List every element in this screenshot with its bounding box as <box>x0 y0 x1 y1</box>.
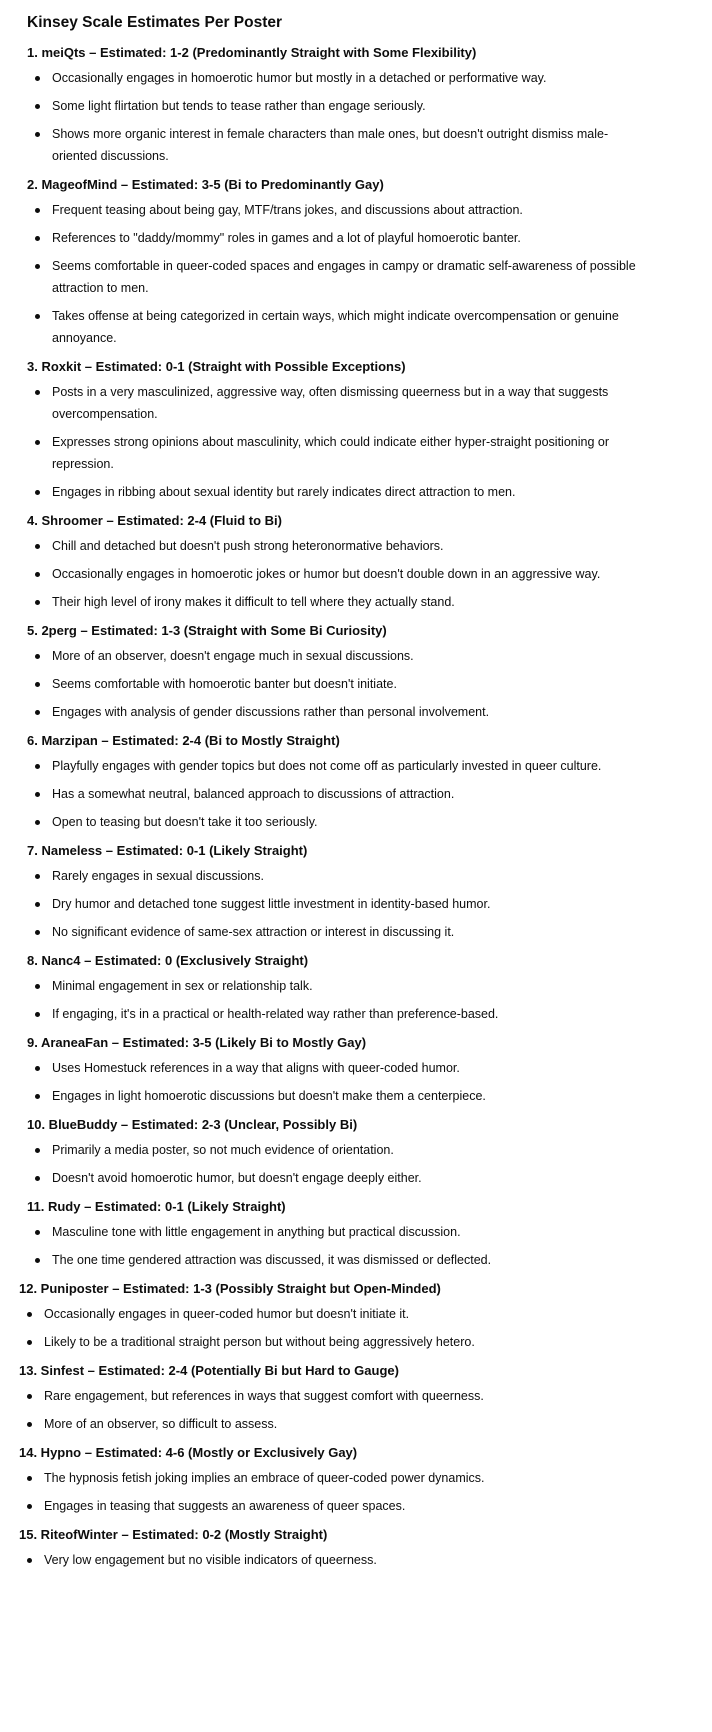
bullet-list <box>27 1221 692 1271</box>
poster-section <box>27 358 692 503</box>
bullet-item: Uses Homestuck references in a way that aligns with queer-coded humor. <box>27 1057 642 1079</box>
bullet-item: Has a somewhat neutral, balanced approach to discussions of attraction. <box>27 783 642 805</box>
bullet-item: Primarily a media poster, so not much evidence of orientation. <box>27 1139 642 1161</box>
section-heading: 8. Nanc4 – Estimated: 0 (Exclusively Straight) <box>27 953 309 968</box>
bullet-list <box>27 1303 692 1353</box>
section-heading: 9. AraneaFan – Estimated: 3-5 (Likely Bi to Mostly Gay) <box>27 1035 367 1050</box>
bullet-list <box>27 199 692 349</box>
section-heading: 4. Shroomer – Estimated: 2-4 (Fluid to Bi) <box>27 513 282 528</box>
bullet-item: Playfully engages with gender topics but does not come off as particularly invested in queer culture. <box>27 755 642 777</box>
poster-section <box>27 1198 692 1271</box>
bullet-item: The one time gendered attraction was discussed, it was dismissed or deflected. <box>27 1249 642 1271</box>
bullet-item: Engages with analysis of gender discussions rather than personal involvement. <box>27 701 642 723</box>
section-list <box>19 44 692 1571</box>
bullet-list <box>27 1467 692 1517</box>
bullet-item: Occasionally engages in homoerotic humor but mostly in a detached or performative way. <box>27 67 642 89</box>
poster-section <box>19 1362 692 1435</box>
bullet-list <box>27 975 692 1025</box>
bullet-list <box>27 381 692 503</box>
section-heading: 7. Nameless – Estimated: 0-1 (Likely Straight) <box>27 843 308 858</box>
bullet-item: Open to teasing but doesn't take it too seriously. <box>27 811 642 833</box>
bullet-list <box>27 645 692 723</box>
section-heading: 1. meiQts – Estimated: 1-2 (Predominantly Straight with Some Flexibility) <box>27 45 477 60</box>
poster-section <box>19 1526 692 1571</box>
bullet-item: Some light flirtation but tends to tease rather than engage seriously. <box>27 95 642 117</box>
bullet-item: Seems comfortable with homoerotic banter but doesn't initiate. <box>27 673 642 695</box>
bullet-item: Engages in ribbing about sexual identity but rarely indicates direct attraction to men. <box>27 481 642 503</box>
bullet-item: Shows more organic interest in female characters than male ones, but doesn't outright dismiss male-oriented discussions. <box>27 123 642 167</box>
poster-section <box>27 1034 692 1107</box>
section-heading: 12. Puniposter – Estimated: 1-3 (Possibly Straight but Open-Minded) <box>19 1281 441 1296</box>
bullet-list <box>27 1385 692 1435</box>
poster-section <box>27 952 692 1025</box>
poster-section <box>27 732 692 833</box>
bullet-item: Takes offense at being categorized in certain ways, which might indicate overcompensation or genuine annoyance. <box>27 305 642 349</box>
poster-section <box>27 842 692 943</box>
bullet-item: More of an observer, so difficult to assess. <box>19 1413 634 1435</box>
bullet-item: Doesn't avoid homoerotic humor, but doesn't engage deeply either. <box>27 1167 642 1189</box>
bullet-item: References to "daddy/mommy" roles in games and a lot of playful homoerotic banter. <box>27 227 642 249</box>
section-heading: 3. Roxkit – Estimated: 0-1 (Straight with Possible Exceptions) <box>27 359 406 374</box>
bullet-item: Rarely engages in sexual discussions. <box>27 865 642 887</box>
bullet-item: Dry humor and detached tone suggest little investment in identity-based humor. <box>27 893 642 915</box>
poster-section <box>27 622 692 723</box>
section-heading: 10. BlueBuddy – Estimated: 2-3 (Unclear, Possibly Bi) <box>27 1117 358 1132</box>
bullet-list <box>27 865 692 943</box>
section-heading: 2. MageofMind – Estimated: 3-5 (Bi to Predominantly Gay) <box>27 177 384 192</box>
poster-section <box>27 1116 692 1189</box>
section-heading: 6. Marzipan – Estimated: 2-4 (Bi to Mostly Straight) <box>27 733 340 748</box>
section-heading: 15. RiteofWinter – Estimated: 0-2 (Mostly Straight) <box>19 1527 328 1542</box>
bullet-list <box>27 1139 692 1189</box>
bullet-item: Occasionally engages in queer-coded humor but doesn't initiate it. <box>19 1303 634 1325</box>
bullet-item: Likely to be a traditional straight person but without being aggressively hetero. <box>19 1331 634 1353</box>
bullet-item: Very low engagement but no visible indicators of queerness. <box>19 1549 634 1571</box>
bullet-item: Their high level of irony makes it difficult to tell where they actually stand. <box>27 591 642 613</box>
bullet-item: Engages in light homoerotic discussions but doesn't make them a centerpiece. <box>27 1085 642 1107</box>
bullet-item: More of an observer, doesn't engage much in sexual discussions. <box>27 645 642 667</box>
poster-section <box>19 1280 692 1353</box>
bullet-list <box>27 1057 692 1107</box>
section-heading: 14. Hypno – Estimated: 4-6 (Mostly or Exclusively Gay) <box>19 1445 358 1460</box>
bullet-list <box>27 755 692 833</box>
poster-section <box>19 1444 692 1517</box>
bullet-item: Minimal engagement in sex or relationship talk. <box>27 975 642 997</box>
bullet-item: If engaging, it's in a practical or health-related way rather than preference-based. <box>27 1003 642 1025</box>
bullet-item: Frequent teasing about being gay, MTF/trans jokes, and discussions about attraction. <box>27 199 642 221</box>
section-heading: 5. 2perg – Estimated: 1-3 (Straight with Some Bi Curiosity) <box>27 623 387 638</box>
bullet-list <box>27 67 692 167</box>
bullet-item: Chill and detached but doesn't push strong heteronormative behaviors. <box>27 535 642 557</box>
bullet-item: Expresses strong opinions about masculinity, which could indicate either hyper-straight positioning or repression. <box>27 431 642 475</box>
document-title: Kinsey Scale Estimates Per Poster <box>27 14 283 31</box>
section-heading: 11. Rudy – Estimated: 0-1 (Likely Straight) <box>27 1199 286 1214</box>
poster-section <box>27 512 692 613</box>
bullet-item: Rare engagement, but references in ways that suggest comfort with queerness. <box>19 1385 634 1407</box>
bullet-item: Masculine tone with little engagement in anything but practical discussion. <box>27 1221 642 1243</box>
poster-section <box>27 176 692 349</box>
bullet-list <box>27 1549 692 1571</box>
bullet-item: Engages in teasing that suggests an awareness of queer spaces. <box>19 1495 634 1517</box>
poster-section <box>27 44 692 167</box>
bullet-item: Posts in a very masculinized, aggressive way, often dismissing queerness but in a way that suggests overcompensation. <box>27 381 642 425</box>
bullet-item: Occasionally engages in homoerotic jokes or humor but doesn't double down in an aggressive way. <box>27 563 642 585</box>
section-heading: 13. Sinfest – Estimated: 2-4 (Potentially Bi but Hard to Gauge) <box>19 1363 399 1378</box>
bullet-item: No significant evidence of same-sex attraction or interest in discussing it. <box>27 921 642 943</box>
bullet-list <box>27 535 692 613</box>
bullet-item: The hypnosis fetish joking implies an embrace of queer-coded power dynamics. <box>19 1467 634 1489</box>
bullet-item: Seems comfortable in queer-coded spaces and engages in campy or dramatic self-awareness of possible attraction to men. <box>27 255 642 299</box>
